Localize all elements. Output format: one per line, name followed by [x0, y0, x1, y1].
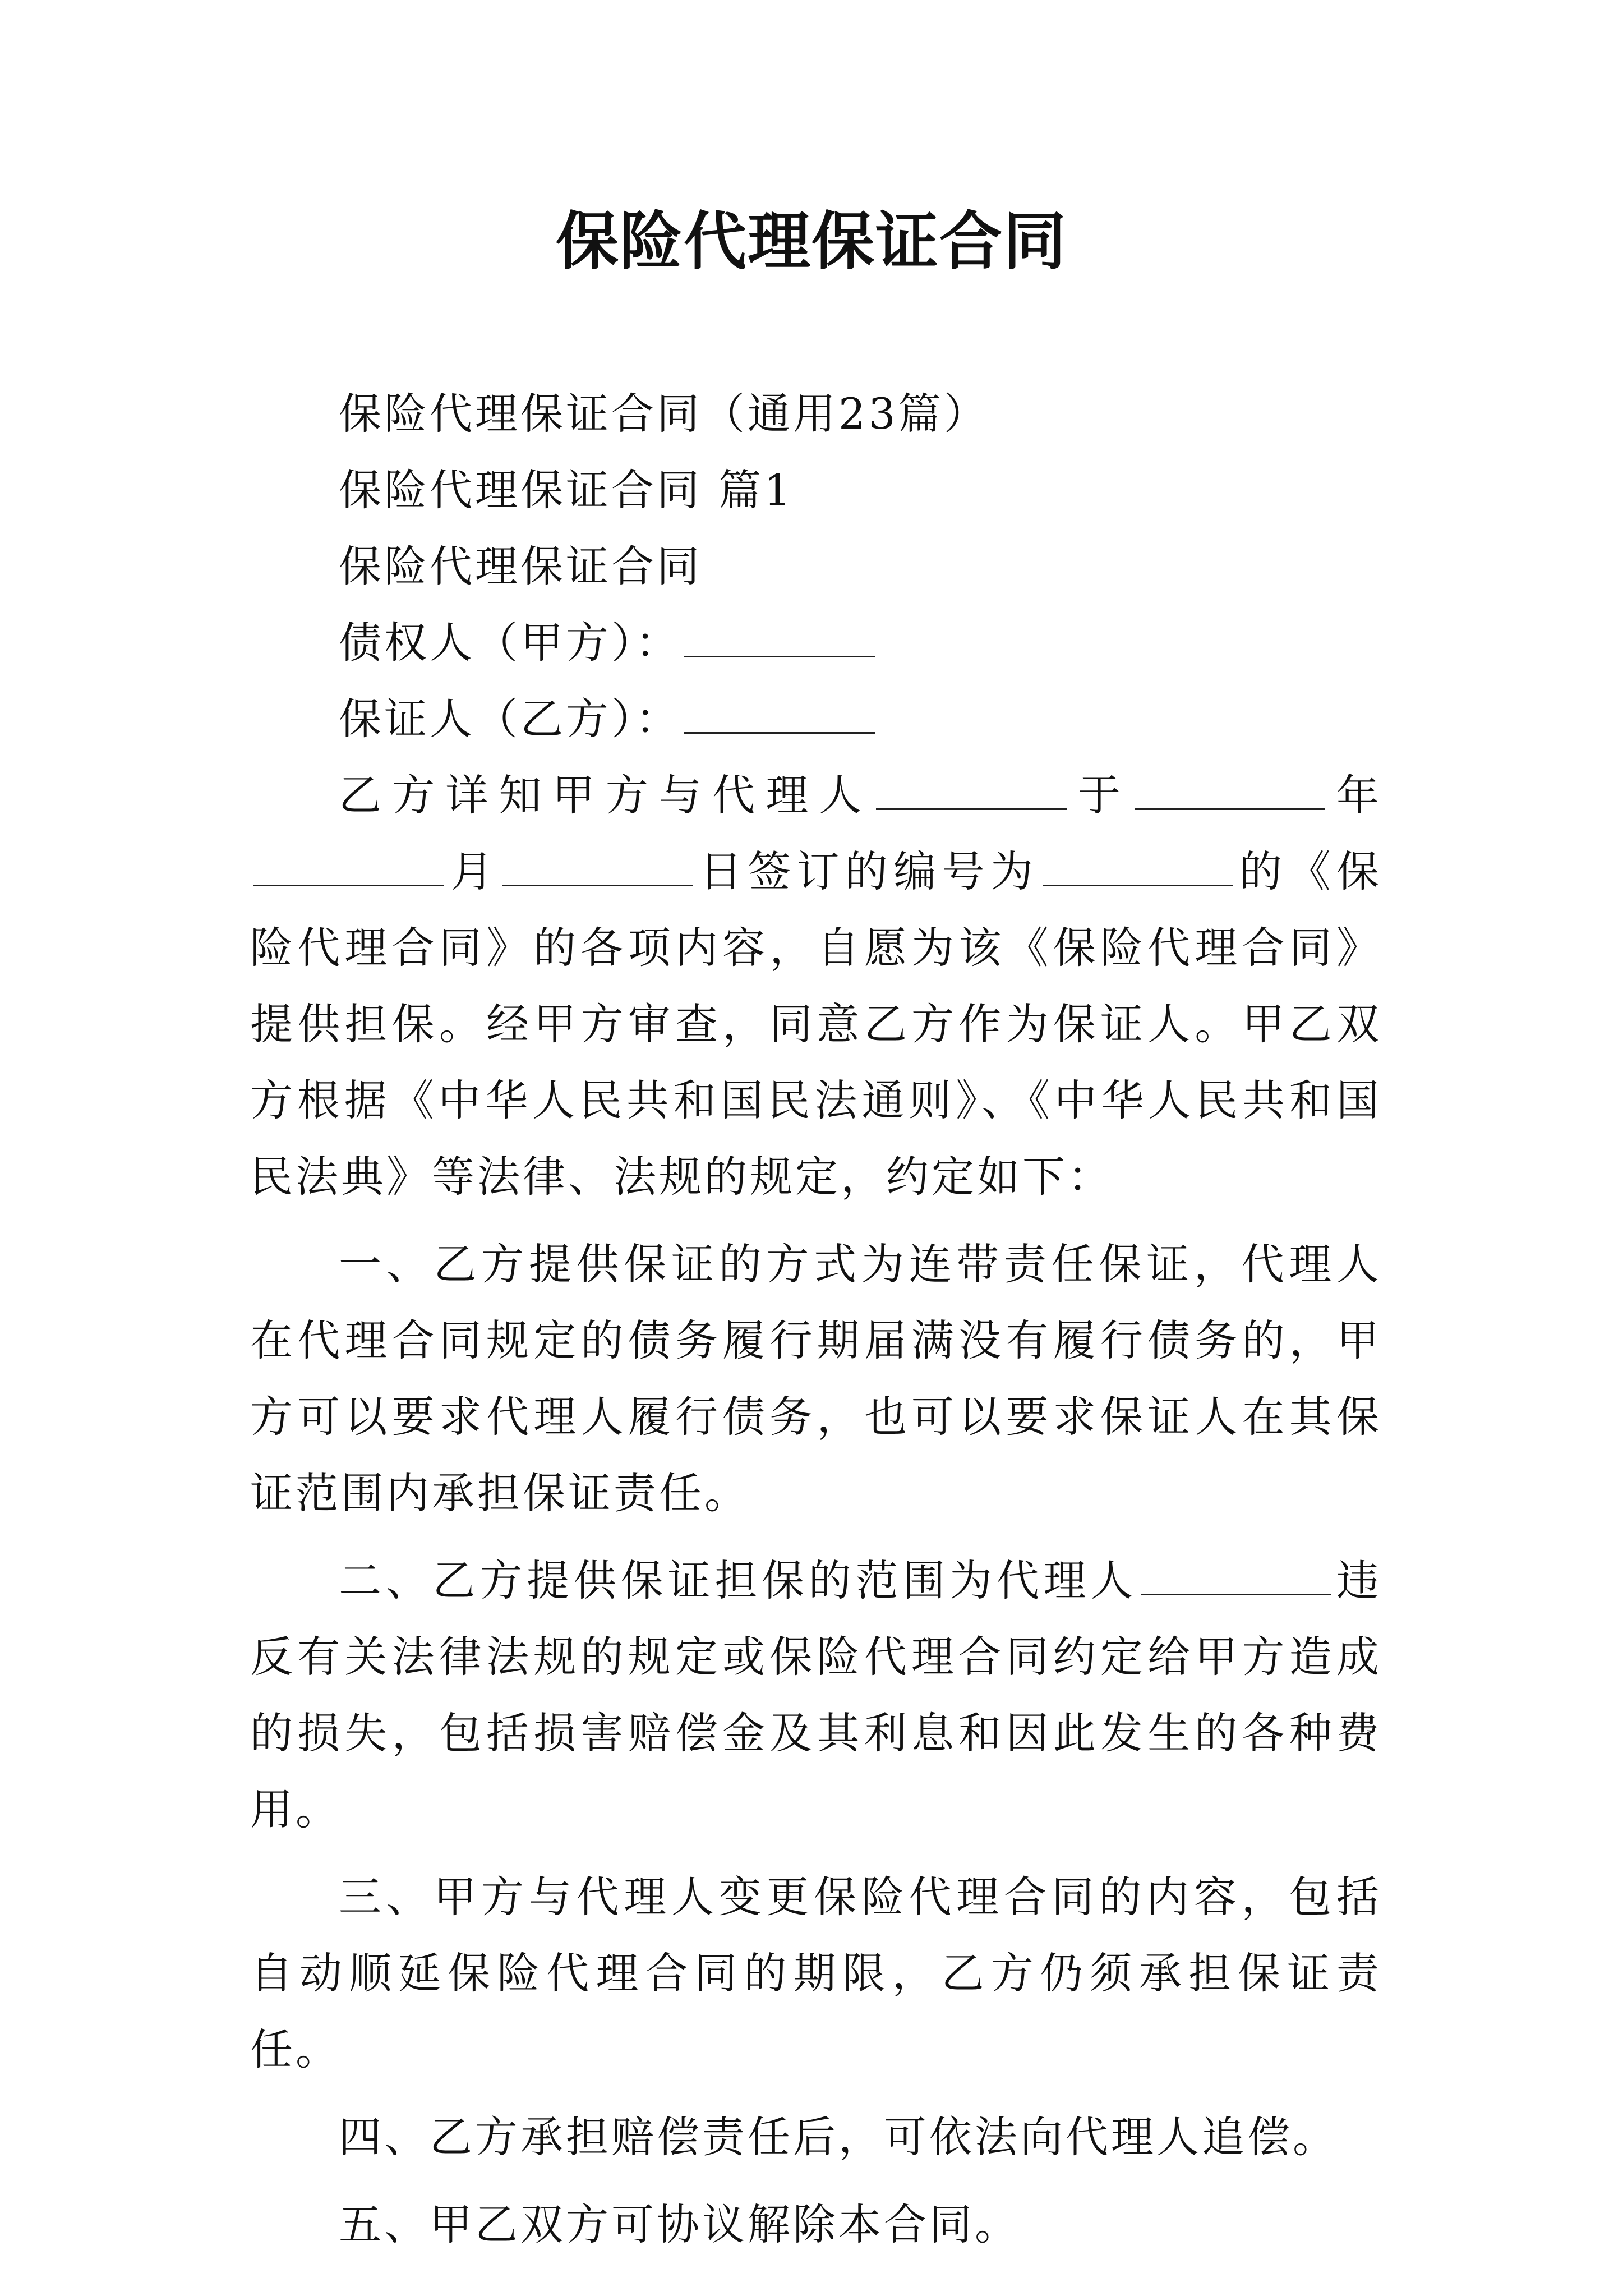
clause-4: 四、乙方承担赔偿责任后，可依法向代理人追偿。 — [339, 2112, 1338, 2162]
creditor-line — [250, 605, 1382, 681]
intro-text-6: 的《保险代理合同》的各项内容，自愿为该《保险代理合同》提供担保。经甲方审查，同意乙方作为保证人。甲乙双方根据《中华人民共和国民法通则》、《中华人民共和国民法典》等法律、法规的规定，约定如下： — [250, 846, 1382, 1202]
month-blank — [253, 851, 444, 886]
clause-2-text-1: 二、乙方提供保证担保的范围为代理人 — [339, 1556, 1138, 1605]
section-heading: 保险代理保证合同 篇1 — [339, 465, 794, 515]
document-title: 保险代理保证合同 — [556, 205, 1067, 278]
intro-text-2: 于 — [1069, 770, 1131, 820]
clause-2 — [250, 1543, 1382, 1848]
year-blank — [1135, 775, 1325, 810]
day-blank — [502, 851, 693, 886]
creditor-label: 债权人（甲方）： — [339, 618, 681, 668]
document-body — [250, 376, 1382, 2263]
clause-2-agent-blank — [1141, 1560, 1331, 1595]
clause-3: 三、甲方与代理人变更保险代理合同的内容，包括自动顺延保险代理合同的期限，乙方仍须承担保证责任。 — [250, 1872, 1382, 2074]
intro-text-4: 月 — [448, 846, 499, 896]
subtitle-line: 保险代理保证合同（通用23篇） — [339, 389, 989, 439]
agent-name-blank — [876, 775, 1067, 810]
clause-2-text-2: 违反有关法律法规的规定或保险代理合同约定给甲方造成的损失，包括损害赔偿金及其利息和因此发生的各种费用。 — [250, 1556, 1382, 1834]
guarantor-blank — [684, 698, 875, 734]
guarantor-line — [250, 681, 1382, 757]
contract-name-line: 保险代理保证合同 — [339, 541, 702, 591]
creditor-blank — [684, 622, 875, 657]
contract-number-blank — [1043, 851, 1233, 886]
guarantor-label: 保证人（乙方）： — [339, 694, 681, 744]
clause-1: 一、乙方提供保证的方式为连带责任保证，代理人在代理合同规定的债务履行期届满没有履行债务的，甲方可以要求代理人履行债务，也可以要求保证人在其保证范围内承担保证责任。 — [250, 1239, 1382, 1518]
intro-text-1: 乙方详知甲方与代理人 — [339, 770, 873, 820]
intro-paragraph — [250, 757, 1382, 1215]
clause-5: 五、甲乙双方可协议解除本合同。 — [339, 2200, 1020, 2249]
intro-text-5: 日签订的编号为 — [696, 846, 1039, 896]
intro-text-3: 年 — [1328, 770, 1382, 820]
